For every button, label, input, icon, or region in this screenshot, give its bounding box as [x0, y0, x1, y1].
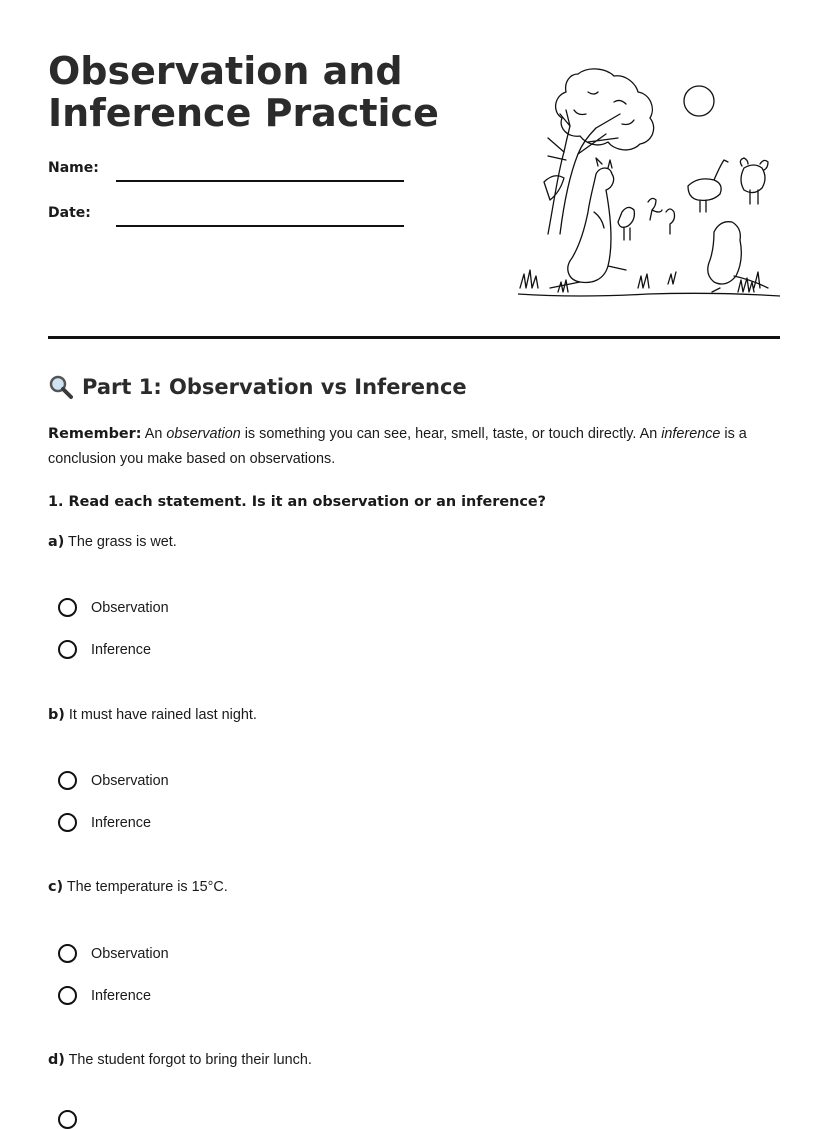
title-line-1: Observation and — [48, 49, 403, 93]
radio-button[interactable] — [58, 598, 77, 617]
remember-text-1: An — [141, 426, 167, 442]
sun-icon — [684, 86, 714, 116]
remember-label: Remember: — [48, 426, 142, 442]
inference-term: inference — [661, 426, 721, 442]
statement-b — [48, 707, 257, 723]
statement-b-observation-option[interactable] — [58, 771, 169, 790]
radio-button[interactable] — [58, 944, 77, 963]
statement-b-inference-option[interactable] — [58, 813, 151, 832]
statement-text: The student forgot to bring their lunch. — [64, 1052, 312, 1068]
divider — [48, 336, 780, 339]
statement-c — [48, 879, 228, 895]
radio-button[interactable] — [58, 1110, 77, 1129]
remember-text-3: is a conclusion you make based on observations. — [48, 426, 747, 467]
option-label: Observation — [91, 945, 169, 962]
remember-text-2: is something you can see, hear, smell, taste, or touch directly. An — [240, 426, 662, 442]
remember-note — [48, 422, 780, 472]
magnifying-glass-icon — [48, 374, 74, 400]
statement-c-observation-option[interactable] — [58, 944, 169, 963]
radio-button[interactable] — [58, 986, 77, 1005]
statement-d — [48, 1052, 312, 1068]
part1-title-text: Part 1: Observation vs Inference — [82, 375, 467, 399]
name-field[interactable] — [48, 160, 408, 184]
question-1-title: 1. Read each statement. Is it an observation or an inference? — [48, 494, 547, 510]
statement-c-inference-option[interactable] — [58, 986, 151, 1005]
statement-text: It must have rained last night. — [64, 707, 257, 723]
option-label: Inference — [91, 987, 152, 1004]
statement-letter: d) — [48, 1052, 65, 1068]
option-label: Inference — [91, 641, 152, 658]
page-title — [48, 50, 468, 134]
name-input-line[interactable] — [116, 180, 404, 182]
option-label: Observation — [91, 599, 169, 616]
date-label: Date: — [48, 205, 91, 221]
statement-text: The grass is wet. — [64, 534, 177, 550]
statement-letter: b) — [48, 707, 65, 723]
option-label: Inference — [91, 814, 152, 831]
statement-d-observation-option[interactable] — [58, 1110, 77, 1129]
date-field[interactable] — [48, 205, 408, 229]
outback-animals-illustration — [518, 62, 780, 302]
statement-a — [48, 534, 177, 550]
statement-letter: c) — [48, 879, 64, 895]
part1-title — [48, 374, 467, 400]
statement-a-observation-option[interactable] — [58, 598, 169, 617]
radio-button[interactable] — [58, 640, 77, 659]
statement-a-inference-option[interactable] — [58, 640, 151, 659]
title-line-2: Inference Practice — [48, 91, 439, 135]
observation-term: observation — [166, 426, 241, 442]
statement-letter: a) — [48, 534, 65, 550]
option-label: Observation — [91, 772, 169, 789]
name-label: Name: — [48, 160, 99, 176]
radio-button[interactable] — [58, 813, 77, 832]
date-input-line[interactable] — [116, 225, 404, 227]
statement-text: The temperature is 15°C. — [63, 879, 228, 895]
radio-button[interactable] — [58, 771, 77, 790]
